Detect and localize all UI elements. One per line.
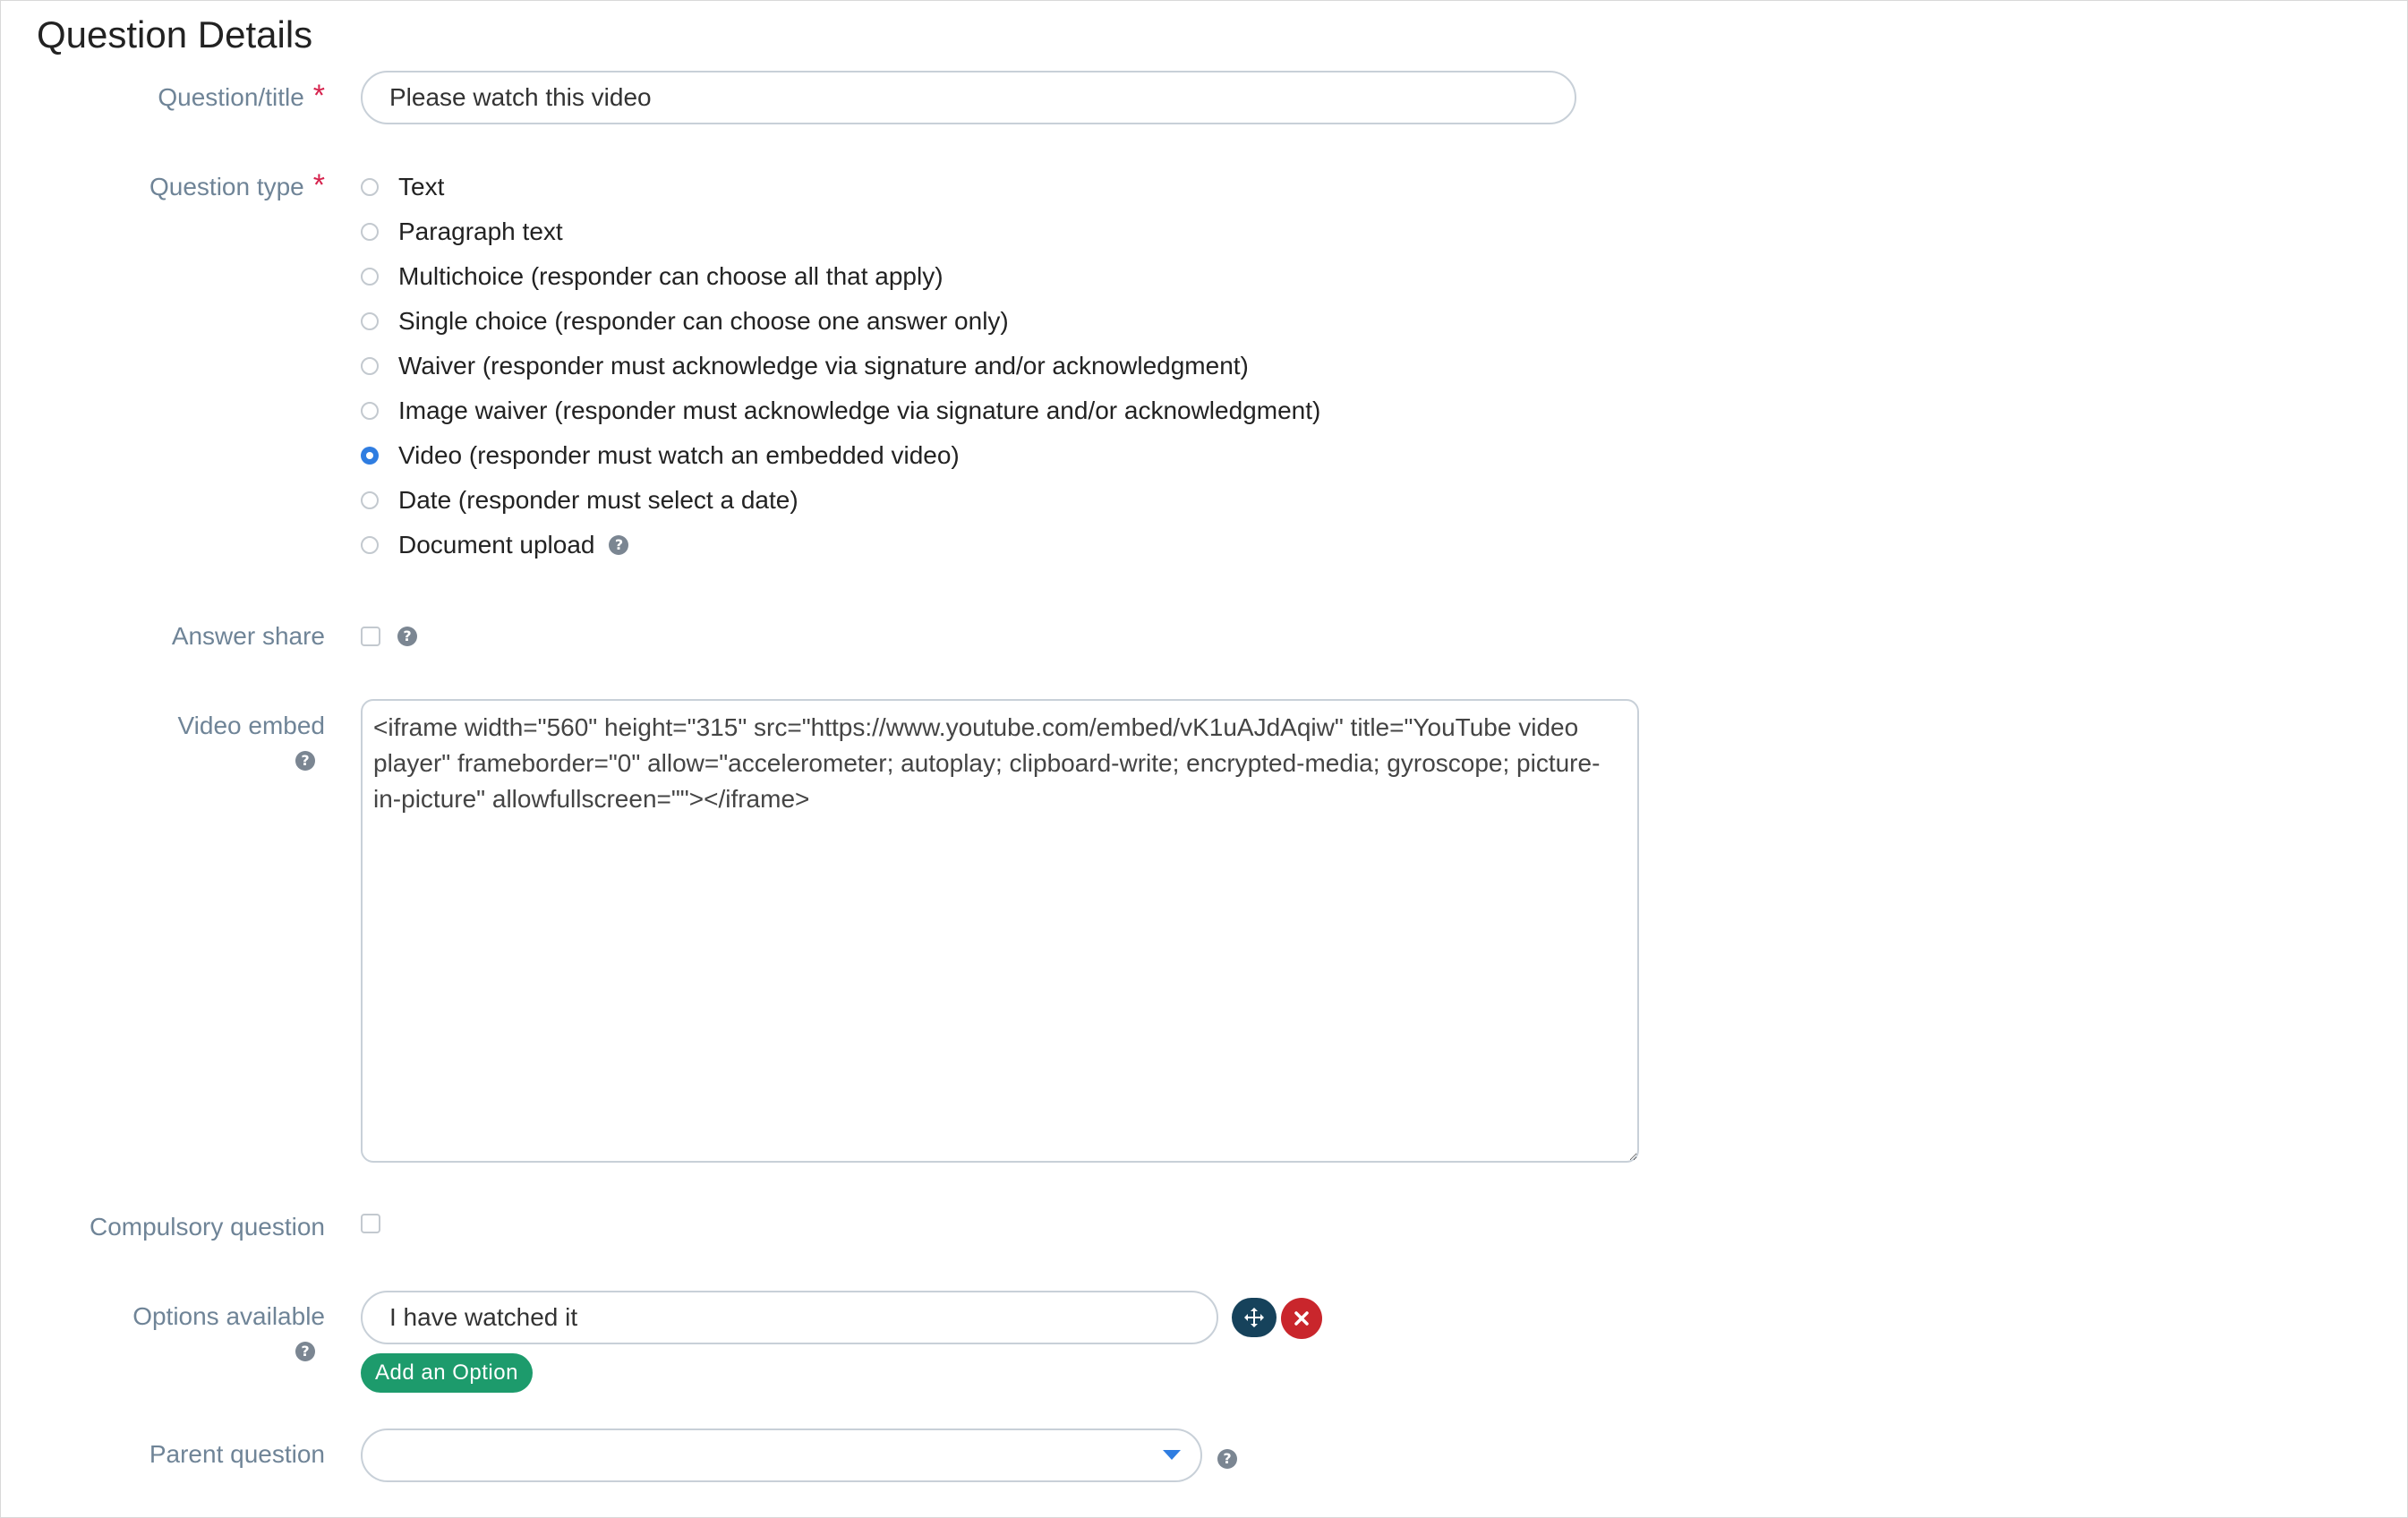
- radio-label: Single choice (responder can choose one answer only): [398, 307, 1009, 335]
- question-circle-icon[interactable]: ?: [295, 751, 315, 771]
- question-title-input[interactable]: [361, 71, 1576, 124]
- question-title-label-text: Question/title: [158, 83, 304, 111]
- video-embed-label: Video embed: [177, 712, 325, 739]
- add-option-button[interactable]: Add an Option: [361, 1353, 533, 1393]
- required-marker: *: [312, 79, 325, 113]
- close-icon: [1294, 1310, 1310, 1326]
- option-input[interactable]: [361, 1291, 1218, 1344]
- answer-share-label: Answer share: [171, 622, 325, 650]
- required-marker: *: [312, 168, 325, 202]
- radio-label: Text: [398, 173, 445, 200]
- radio-button[interactable]: [361, 536, 379, 554]
- radio-option-date[interactable]: [361, 482, 798, 518]
- question-circle-icon[interactable]: ?: [397, 627, 417, 646]
- radio-option-text[interactable]: [361, 169, 444, 205]
- radio-button[interactable]: [361, 312, 379, 330]
- radio-button[interactable]: [361, 268, 379, 286]
- question-title-label: [37, 80, 325, 114]
- question-circle-icon[interactable]: ?: [295, 1342, 315, 1361]
- move-arrows-icon: [1243, 1307, 1265, 1328]
- section-title: Question Details: [37, 13, 313, 55]
- parent-question-select[interactable]: [361, 1428, 1202, 1482]
- radio-option-document-upload[interactable]: [361, 527, 628, 563]
- radio-button[interactable]: [361, 402, 379, 420]
- radio-button-selected[interactable]: [361, 447, 379, 465]
- radio-label: Paragraph text: [398, 217, 563, 245]
- options-available-label: Options available: [132, 1302, 325, 1330]
- remove-option-button[interactable]: [1281, 1298, 1322, 1339]
- answer-share-checkbox[interactable]: [361, 627, 380, 646]
- radio-option-waiver[interactable]: [361, 348, 1249, 384]
- question-type-label: [37, 169, 325, 203]
- parent-question-label: Parent question: [149, 1440, 325, 1468]
- radio-label: Multichoice (responder can choose all that apply): [398, 262, 944, 290]
- caret-down-icon: [1163, 1450, 1181, 1460]
- radio-button[interactable]: [361, 178, 379, 196]
- question-circle-icon[interactable]: ?: [609, 535, 628, 555]
- radio-option-single-choice[interactable]: [361, 303, 1009, 339]
- radio-label: Waiver (responder must acknowledge via signature and/or acknowledgment): [398, 352, 1249, 380]
- radio-option-video[interactable]: [361, 438, 960, 473]
- radio-option-image-waiver[interactable]: [361, 393, 1320, 429]
- question-circle-icon[interactable]: ?: [1217, 1449, 1237, 1469]
- radio-button[interactable]: [361, 223, 379, 241]
- radio-option-multichoice[interactable]: [361, 259, 944, 294]
- radio-button[interactable]: [361, 491, 379, 509]
- compulsory-question-checkbox[interactable]: [361, 1214, 380, 1233]
- radio-button[interactable]: [361, 357, 379, 375]
- question-type-label-text: Question type: [149, 173, 304, 200]
- radio-label: Date (responder must select a date): [398, 486, 798, 514]
- video-embed-textarea[interactable]: [361, 699, 1639, 1163]
- radio-label: Document upload: [398, 531, 595, 559]
- radio-option-paragraph-text[interactable]: [361, 214, 563, 250]
- move-button[interactable]: [1232, 1298, 1277, 1337]
- radio-label: Image waiver (responder must acknowledge via signature and/or acknowledgment): [398, 397, 1321, 424]
- radio-label: Video (responder must watch an embedded video): [398, 441, 960, 469]
- compulsory-question-label: Compulsory question: [89, 1213, 325, 1241]
